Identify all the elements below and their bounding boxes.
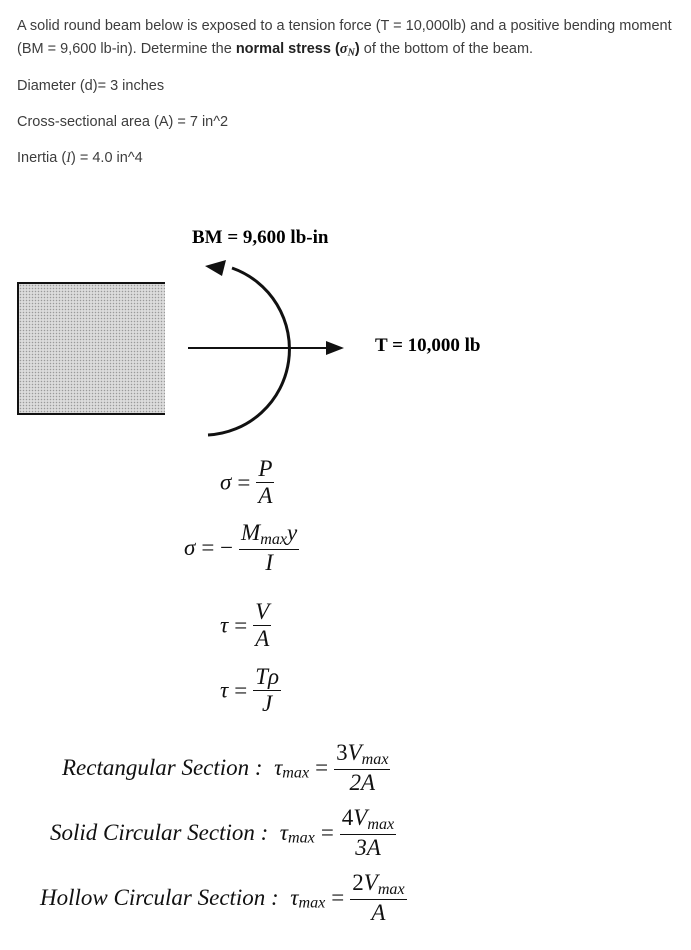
bending-numerator xyxy=(239,520,299,550)
torsion-eq: = xyxy=(234,677,248,703)
solid-denominator: 3A xyxy=(355,835,381,861)
rect-eq: = xyxy=(315,755,329,781)
bending-num-main: M xyxy=(241,520,261,545)
torsion-denominator: J xyxy=(262,691,273,716)
hollow-fraction xyxy=(350,870,406,926)
rect-label: Rectangular Section : xyxy=(62,755,263,781)
hollow-num-sub: max xyxy=(377,881,405,899)
sigma-symbol: σ xyxy=(339,41,348,57)
axial-fraction xyxy=(256,456,274,509)
solid-tau: τ xyxy=(279,820,288,846)
rect-tau-sub: max xyxy=(282,764,310,782)
bending-moment-label: BM = 9,600 lb-in xyxy=(192,227,329,248)
bending-lhs: σ xyxy=(184,535,196,561)
rect-num-sub: max xyxy=(361,751,389,769)
bending-denominator: I xyxy=(265,550,273,576)
shear-denominator: A xyxy=(255,626,270,651)
tension-arrowhead xyxy=(326,341,344,355)
solid-num-main: V xyxy=(353,805,368,830)
formula-hollow-circular xyxy=(40,870,407,926)
hollow-label: Hollow Circular Section : xyxy=(40,885,279,911)
sigma-subscript: N xyxy=(347,47,355,59)
rect-tau: τ xyxy=(274,755,283,781)
rect-fraction xyxy=(334,740,390,796)
solid-tau-sub: max xyxy=(288,829,315,847)
axial-numerator: P xyxy=(258,456,273,481)
moment-arc xyxy=(208,268,289,435)
torsion-numerator: Tρ xyxy=(255,664,280,689)
rect-num-main: V xyxy=(347,740,362,765)
solid-label: Solid Circular Section : xyxy=(50,820,269,846)
solid-coef: 4 xyxy=(341,805,354,830)
moment-arrowhead xyxy=(205,260,226,276)
bold-text: normal stress ( xyxy=(235,41,340,57)
problem-text-2: of the bottom of the beam. xyxy=(359,41,534,57)
shear-fraction xyxy=(253,599,271,652)
torsion-fraction xyxy=(253,664,281,717)
rect-coef: 3 xyxy=(336,740,348,765)
solid-fraction xyxy=(340,805,396,861)
hollow-numerator xyxy=(350,870,406,900)
formula-torsion xyxy=(220,664,281,717)
inertia-symbol: I xyxy=(66,150,72,166)
axial-lhs: σ xyxy=(220,469,232,495)
formula-solid-circular xyxy=(50,805,396,861)
axial-eq: = xyxy=(237,469,251,495)
tension-label: T = 10,000 lb xyxy=(375,335,481,356)
hollow-tau: τ xyxy=(290,885,299,911)
bending-fraction xyxy=(239,520,299,576)
shear-eq: = xyxy=(234,612,248,638)
rect-numerator xyxy=(334,740,390,770)
axial-denominator: A xyxy=(258,483,273,508)
formula-axial xyxy=(220,456,274,509)
shear-lhs: τ xyxy=(220,612,229,638)
hollow-coef: 2 xyxy=(352,870,364,895)
bending-eq: = − xyxy=(201,535,234,561)
bending-num-tail: y xyxy=(287,520,298,545)
bold-close: ) xyxy=(354,41,360,57)
problem-text-1: A solid round beam below is exposed to a tension force (T = 10,000lb) and a positive bending moment (BM = 9,600 lb-in). Determine the xyxy=(17,18,672,57)
formula-bending xyxy=(184,520,299,576)
given-diameter: Diameter (d)= 3 inches xyxy=(17,78,165,94)
given-area: Cross-sectional area (A) = 7 in^2 xyxy=(17,114,229,130)
solid-num-sub: max xyxy=(367,816,395,834)
inertia-suffix: ) = 4.0 in^4 xyxy=(71,150,143,166)
hollow-num-main: V xyxy=(363,870,378,895)
bending-num-sub: max xyxy=(260,531,288,549)
solid-eq: = xyxy=(320,820,334,846)
formula-rectangular xyxy=(62,740,390,796)
hollow-eq: = xyxy=(331,885,345,911)
rect-denominator: 2A xyxy=(349,770,376,796)
hollow-tau-sub: max xyxy=(298,894,326,912)
formula-shear xyxy=(220,599,271,652)
torsion-lhs: τ xyxy=(220,677,229,703)
hollow-denominator: A xyxy=(371,900,386,926)
solid-numerator xyxy=(340,805,396,835)
shear-numerator: V xyxy=(255,599,270,624)
inertia-prefix: Inertia ( xyxy=(17,150,67,166)
